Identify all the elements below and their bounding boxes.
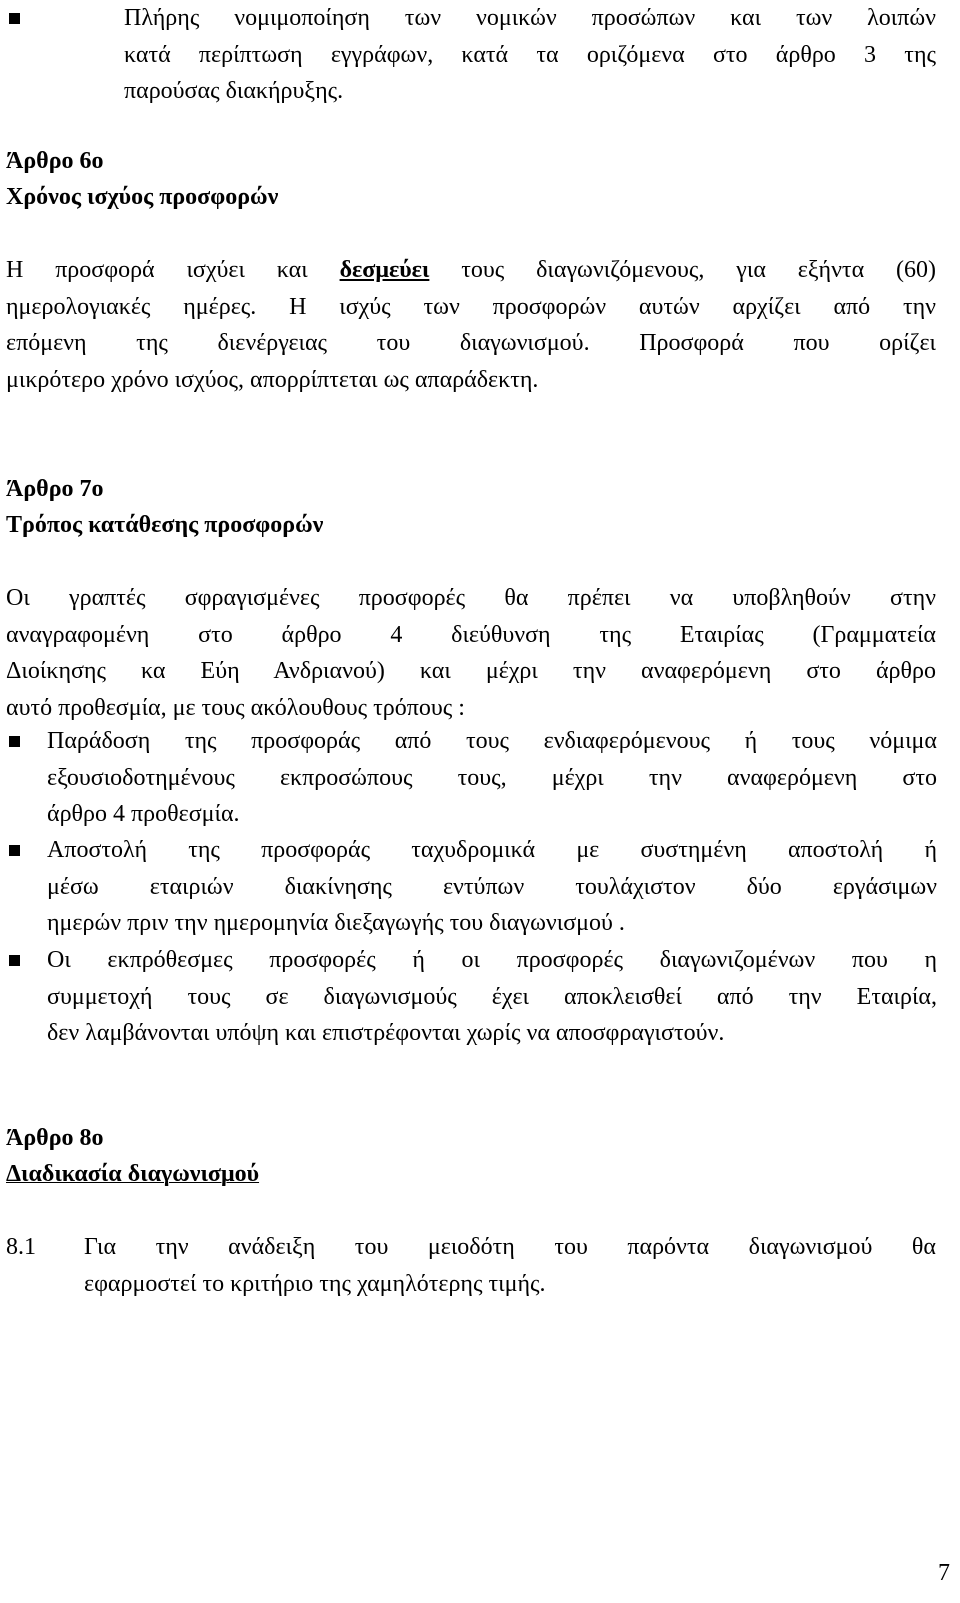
intro-line: Διοίκησης κα Εύη Ανδριανού) και μέχρι την αναφερόμενη στο άρθρο [6, 658, 936, 685]
bullet-line: Αποστολή της προσφοράς ταχυδρομικά με συστημένη αποστολή ή [47, 837, 937, 863]
intro-line: αναγραφομένη στο άρθρο 4 διεύθυνση της Εταιρίας (Γραμματεία [6, 621, 936, 648]
item-line: Για την ανάδειξη του μειοδότη του παρόντα διαγωνισμού θα [84, 1234, 936, 1260]
article-6-line-2: ημερολογιακές ημέρες. Η ισχύς των προσφορών αυτών αρχίζει από την [6, 293, 936, 320]
bullet-marker-icon [6, 0, 26, 38]
bullet-delivery [47, 723, 937, 833]
bullet-marker-icon [6, 723, 26, 761]
bullet-line: μέσω εταιριών διακίνησης εντύπων τουλάχιστον δύο εργάσιμων [47, 873, 937, 900]
bullet-line: άρθρο 4 προθεσμία. [47, 801, 240, 828]
item-line: εφαρμοστεί το κριτήριο της χαμηλότερης τιμής. [84, 1270, 546, 1297]
bullet-late-offers [47, 942, 937, 1052]
article-7-title: Τρόπος κατάθεσης προσφορών [6, 512, 324, 538]
bullet-line: Οι εκπρόθεσμες προσφορές ή οι προσφορές διαγωνιζομένων που η [47, 947, 937, 973]
bullet-marker-icon [6, 832, 26, 870]
article-6-line-4: μικρότερο χρόνο ισχύος, απορρίπτεται ως απαράδεκτη. [6, 366, 539, 393]
intro-line: αυτό προθεσμία, με τους ακόλουθους τρόπους : [6, 694, 465, 721]
bullet-line: ημερών πριν την ημερομηνία διεξαγωγής του διαγωνισμού . [47, 910, 625, 937]
page-number: 7 [938, 1560, 950, 1586]
bullet-line: παρούσας διακήρυξης. [124, 78, 344, 105]
bullet-marker-icon [6, 942, 26, 980]
bullet-legalization [124, 0, 936, 110]
bullet-line: Παράδοση της προσφοράς από τους ενδιαφερόμενους ή τους νόμιμα [47, 728, 937, 754]
article-6-line-1: Η προσφορά ισχύει και δεσμεύει τους διαγωνιζόμενους, για εξήντα (60) [6, 257, 936, 283]
bullet-postal [47, 832, 937, 942]
bullet-line: Πλήρης νομιμοποίηση των νομικών προσώπων και των λοιπών [124, 5, 936, 31]
bullet-line: εξουσιοδοτημένους εκπροσώπους τους, μέχρι την αναφερόμενη στο [47, 764, 937, 791]
item-number: 8.1 [6, 1234, 36, 1260]
article-6-paragraph [6, 252, 936, 398]
article-7-intro [6, 580, 936, 726]
article-8-title [6, 1156, 259, 1192]
article-6-title: Χρόνος ισχύος προσφορών [6, 184, 279, 210]
article-8-number: Άρθρο 8ο [6, 1125, 104, 1151]
emphasis-binding: δεσμεύει [339, 257, 430, 283]
bullet-line: κατά περίπτωση εγγράφων, κατά τα οριζόμενα στο άρθρο 3 της [124, 41, 936, 68]
item-8-1-text [84, 1229, 936, 1302]
article-7-number: Άρθρο 7ο [6, 476, 104, 502]
article-6-line-3: επόμενη της διενέργειας του διαγωνισμού. Προσφορά που ορίζει [6, 330, 936, 357]
bullet-line: δεν λαμβάνονται υπόψη και επιστρέφονται χωρίς να αποσφραγιστούν. [47, 1020, 725, 1047]
article-8-title-text: Διαδικασία διαγωνισμού [6, 1161, 260, 1187]
bullet-line: συμμετοχή τους σε διαγωνισμούς έχει αποκλεισθεί από την Εταιρία, [47, 983, 937, 1010]
intro-line: Οι γραπτές σφραγισμένες προσφορές θα πρέπει να υποβληθούν στην [6, 585, 936, 611]
article-6-number: Άρθρο 6ο [6, 148, 104, 174]
